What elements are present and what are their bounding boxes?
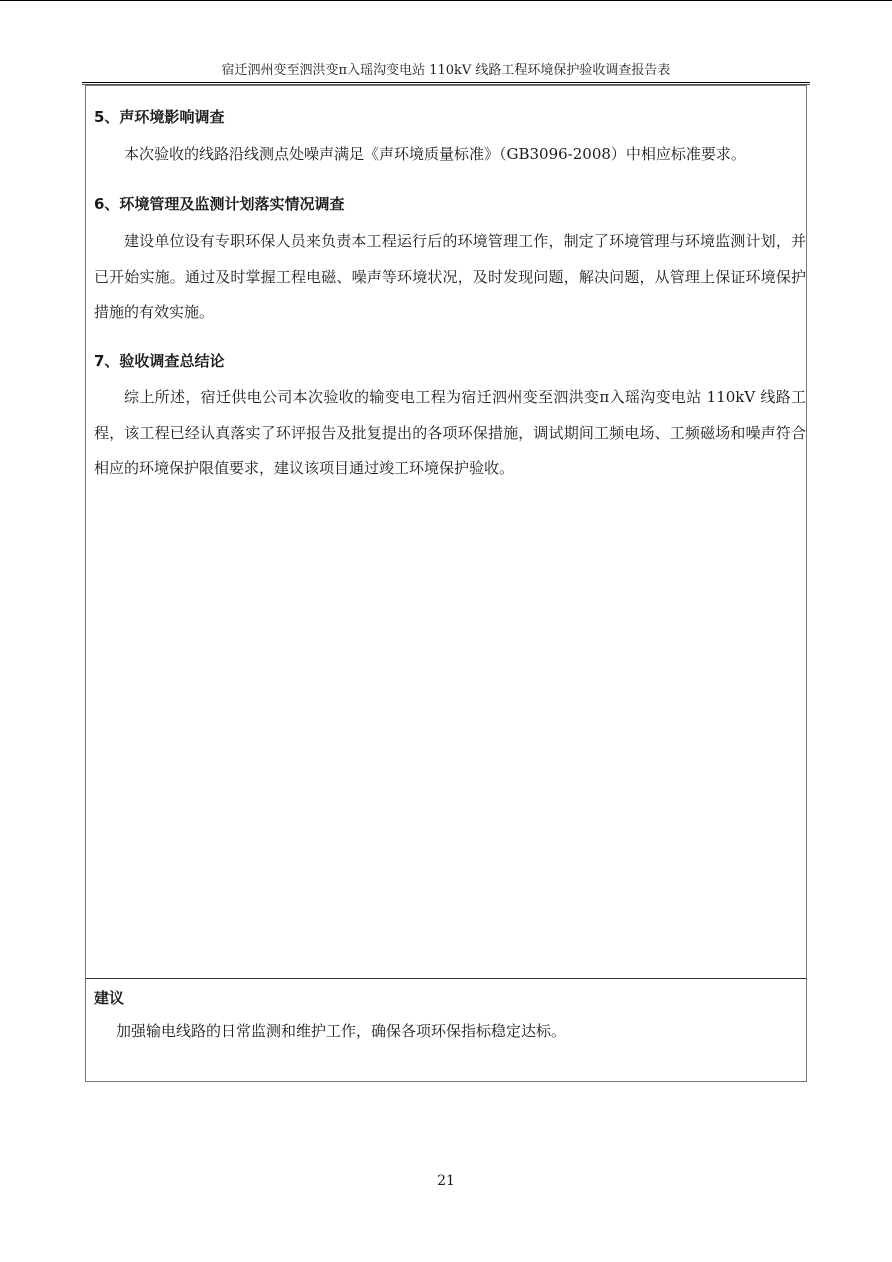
section-7-body: 综上所述，宿迁供电公司本次验收的输变电工程为宿迁泗州变至泗洪变π入瑶沟变电站 110kV 线路工程，该工程已经认真落实了环评报告及批复提出的各项环保措施，调试期间工频电场、工频磁场和噪声符合相应的环境保护限值要求，建议该项目通过竣工环境保护验收。 <box>94 388 806 477</box>
header-divider <box>82 82 810 83</box>
top-border-line <box>0 0 892 1</box>
suggestion-body: 加强输电线路的日常监测和维护工作，确保各项环保指标稳定达标。 <box>116 1022 567 1040</box>
section-5-body: 本次验收的线路沿线测点处噪声满足《声环境质量标准》（GB3096-2008）中相应标准要求。 <box>124 145 746 163</box>
page-header-title: 宿迁泗州变至泗洪变π入瑶沟变电站 110kV 线路工程环境保护验收调查报告表 <box>221 63 671 78</box>
section-7-heading: 7、验收调查总结论 <box>94 352 225 370</box>
page-number: 21 <box>437 1173 455 1189</box>
section-6-heading: 6、环境管理及监测计划落实情况调查 <box>94 195 345 213</box>
section-5-heading: 5、声环境影响调查 <box>94 108 225 126</box>
suggestion-heading: 建议 <box>94 989 125 1007</box>
survey-content-box <box>85 85 807 978</box>
section-6-body: 建设单位设有专职环保人员来负责本工程运行后的环境管理工作，制定了环境管理与环境监测计划，并已开始实施。通过及时掌握工程电磁、噪声等环境状况，及时发现问题，解决问题，从管理上保证环境保护措施的有效实施。 <box>94 232 806 321</box>
